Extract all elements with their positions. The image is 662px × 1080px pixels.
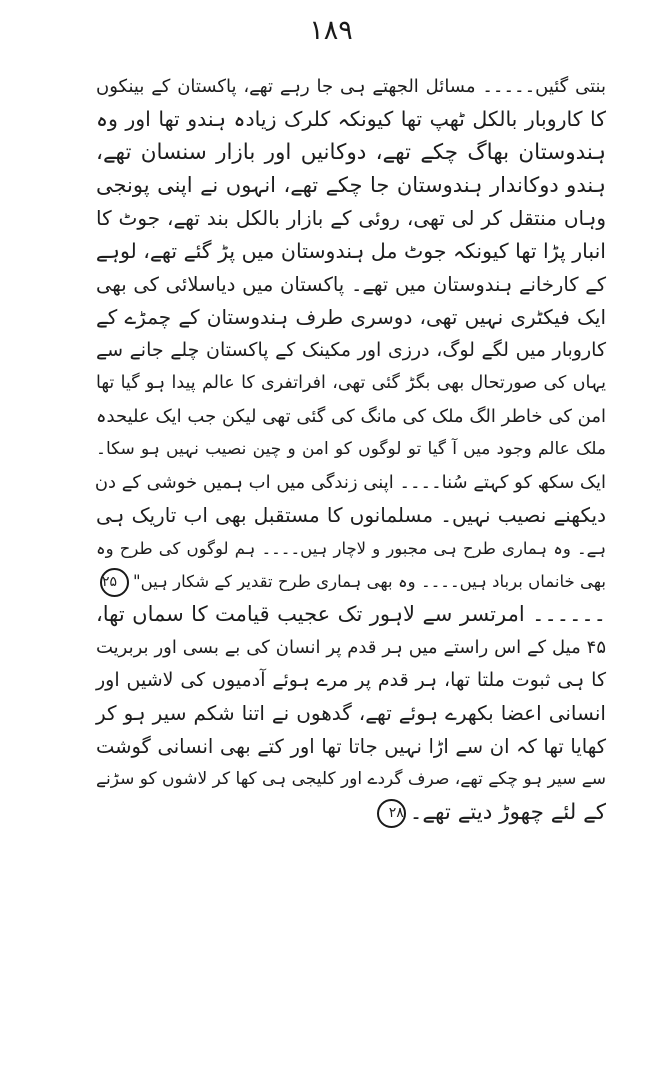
text-line: سے سیر ہو چکے تھے، صرف گردے اور کلیجی ہی کھا کر لاشوں کو سڑنے bbox=[96, 769, 606, 789]
text-line: کے کارخانے ہندوستان میں تھے۔ پاکستان میں دیاسلائی کی بھی bbox=[96, 273, 606, 296]
text-line: ہندو دوکاندار ہندوستان جا چکے تھے، انہوں نے اپنی پونجی bbox=[96, 173, 606, 197]
text-line: وہاں منتقل کر لی تھی، روئی کے بازار بالکل بند تھے، جوٹ کا bbox=[96, 206, 606, 230]
footnote-marker: ۲۸ bbox=[377, 799, 406, 828]
text-line: کا ہی ثبوت ملتا تھا، ہر قدم پر مرے ہوئے آدمیوں کی لاشیں اور bbox=[96, 669, 606, 691]
page-number: ۱۸۹ bbox=[309, 15, 353, 46]
text-line: کھایا تھا کہ ان سے اڑا نہیں جاتا تھا اور کتے بھی انسانی گوشت bbox=[96, 735, 606, 758]
text-line: کے لئے چھوڑ دیتے تھے۔۲۸ bbox=[96, 796, 606, 829]
text-line: انبار پڑا تھا کیونکہ جوٹ مل ہندوستان میں پڑ گئے تھے، لوہے bbox=[95, 239, 606, 263]
footnote-marker: ۲۵ bbox=[100, 568, 129, 597]
text-line: ایک سکھ کو کہتے سُنا۔۔۔۔ اپنی زندگی میں اب ہمیں خوشی کے دن bbox=[94, 472, 606, 493]
text-line: بھی خانماں برباد ہیں۔۔۔۔ وہ بھی ہماری طرح تقدیر کے شکار ہیں"۲۵ bbox=[96, 565, 606, 598]
text-line: ۴۵ میل کے اس راستے میں ہر قدم پر انسان کی بے بسی اور بربریت bbox=[96, 637, 606, 658]
text-line: امن کی خاطر الگ ملک کی مانگ کی گئی تھی لیکن جب ایک علیحدہ bbox=[96, 406, 606, 427]
text-line: ہے۔ وہ ہماری طرح ہی مجبور و لاچار ہیں۔۔۔۔ ہم لوگوں کی طرح وہ bbox=[96, 539, 606, 558]
body-text bbox=[96, 70, 606, 829]
text-line: کاروبار میں لگے لوگ، درزی اور مکینک کے پاکستان چلے جانے سے bbox=[96, 339, 606, 361]
text-line: ایک فیکٹری نہیں تھی، دوسری طرف ہندوستان کے چمڑے کے bbox=[96, 305, 606, 329]
text-line: بنتی گئیں۔۔۔۔۔ مسائل الجھتے ہی جا رہے تھے، پاکستان کے بینکوں bbox=[96, 76, 606, 97]
text-line: ۔۔۔۔۔۔ امرتسر سے لاہور تک عجیب قیامت کا سماں تھا، bbox=[96, 602, 606, 626]
text-line: دیکھنے نصیب نہیں۔ مسلمانوں کا مستقبل بھی اب تاریک ہی bbox=[96, 503, 606, 527]
text-line: یہاں کی صورتحال بھی بگڑ گئی تھی، افراتفری کا عالم پیدا ہو گیا تھا bbox=[96, 373, 606, 393]
text-line: کا کاروبار بالکل ٹھپ تھا کیونکہ کلرک زیادہ ہندو تھا اور وہ bbox=[96, 107, 606, 131]
text-line: انسانی اعضا بکھرے ہوئے تھے، گدھوں نے اتنا شکم سیر ہو کر bbox=[96, 701, 606, 725]
text-line: ہندوستان بھاگ چکے تھے، دوکانیں اور بازار سنسان تھے، bbox=[96, 140, 606, 165]
text-line: ملک عالم وجود میں آ گیا تو لوگوں کو امن و چین نصیب نہیں ہو سکا۔ bbox=[96, 439, 606, 459]
